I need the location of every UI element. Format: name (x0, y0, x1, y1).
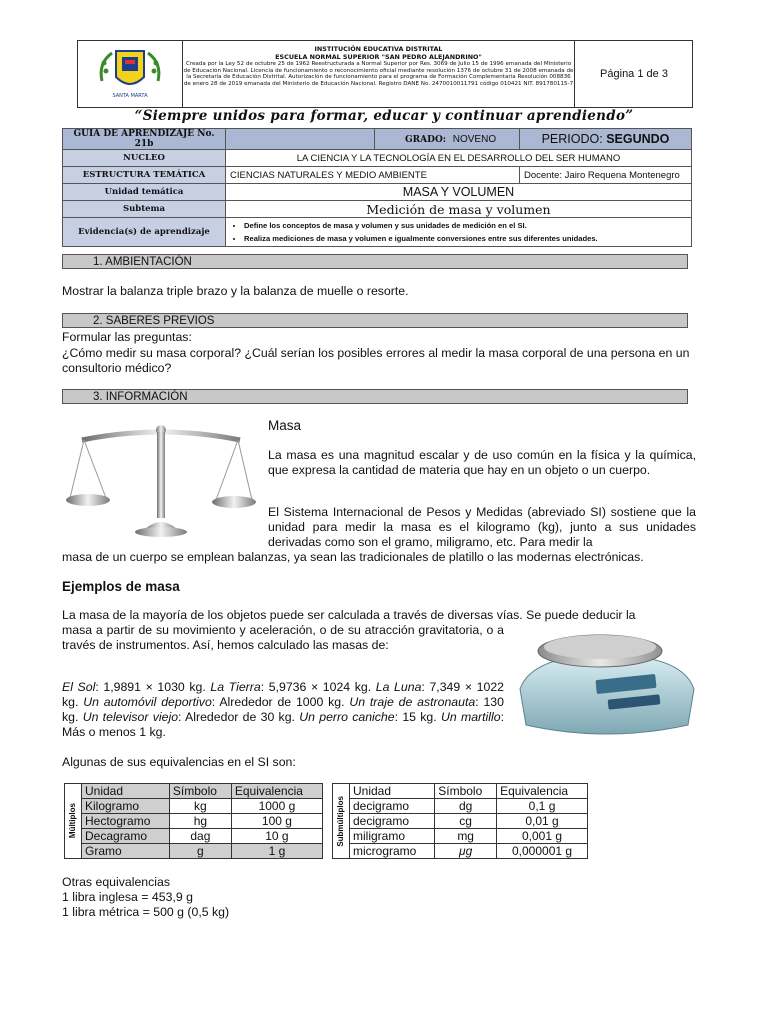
equivalencias-intro: Algunas de sus equivalencias en el SI son: (62, 755, 296, 769)
guide-number: GUIA DE APRENDIZAJE No. 21b (63, 129, 226, 150)
ambientacion-text: Mostrar la balanza triple brazo y la balanza de muelle o resorte. (62, 284, 409, 298)
table-row: miligramo mg 0,001 g (333, 829, 588, 844)
example-name: Un martillo (440, 710, 501, 724)
legal-text: Creada por la Ley 52 de octubre 25 de 1962 Reestructurada a Normal Superior por Res. 3069 de Julio 15 de 1996 emanada del Ministerio de Educación Nacional. Licencia de funcionamiento o reconocimiento oficial mediante resolución 1376 de octubre 31 de 2008 emanada de la Secretaría de Educación Distrital. Autorización de funcionamiento para el programa de Formación Complementaria Resolución 008836 de enero 28 de 2019 emanada del Ministerio de Educación Nacional. Registro DANE No. 2470010011791 código 010421 NIT. 891780115-7 (183, 61, 574, 87)
table-row: Decagramo dag 10 g (65, 829, 323, 844)
submultiplos-side-label: Submúltiplos (333, 784, 350, 859)
nucleo-label: NUCLEO (63, 150, 226, 167)
estructura-label: ESTRUCTURA TEMÁTICA (63, 167, 226, 184)
table-row: decigramo cg 0,01 g (333, 814, 588, 829)
section-informacion: 3. INFORMACIÓN (62, 389, 688, 404)
evidencia-item: • Realiza mediciones de masa y volumen e igualmente conversiones entre sus diferentes unidades. (244, 232, 687, 245)
unidad-label: Unidad temática (63, 184, 226, 201)
school-name: ESCUELA NORMAL SUPERIOR "SAN PEDRO ALEJANDRINO" (275, 52, 482, 61)
subtema-label: Subtema (63, 201, 226, 218)
masa-paragraph-2a: El Sistema Internacional de Pesos y Medidas (abreviado SI) sostiene que la unidad para medir la masa es el kilogramo (kg), junto a sus unidades derivadas como son el gramo, miligramo, etc. Para medir la (268, 505, 696, 549)
school-crest-icon (78, 41, 182, 107)
otras-line-2: 1 libra métrica = 500 g (0,5 kg) (62, 905, 230, 919)
svg-text:SANTA MARTA: SANTA MARTA (112, 93, 148, 99)
school-logo (78, 41, 183, 107)
table-row: decigramo dg 0,1 g (333, 799, 588, 814)
example-name: Un traje de astronauta (349, 695, 476, 709)
section-ambientacion: 1. AMBIENTACIÓN (62, 254, 688, 269)
example-name: Un automóvil deportivo (83, 695, 212, 709)
table-row: Kilogramo kg 1000 g (65, 799, 323, 814)
subtema-value: Medición de masa y volumen (226, 201, 692, 218)
period-cell: PERIODO: SEGUNDO (520, 129, 692, 150)
masa-paragraph-2b: masa de un cuerpo se emplean balanzas, ya sean las tradicionales de platillo o las modernas electrónicas. (62, 550, 644, 564)
school-motto: “Siempre unidos para formar, educar y continuar aprendiendo” (134, 108, 634, 124)
table-header: Símbolo (169, 784, 231, 799)
table-header-row (65, 784, 323, 799)
section-saberes: 2. SABERES PREVIOS (62, 313, 688, 328)
masa-title: Masa (268, 418, 302, 433)
example-name: Un perro caniche (299, 710, 395, 724)
table-row: microgramo μg 0,000001 g (333, 844, 588, 859)
table-header: Unidad (350, 784, 435, 799)
table-header: Equivalencia (231, 784, 322, 799)
saberes-line2: ¿Cómo medir su masa corporal? ¿Cuál serían los posibles errores al medir la masa corporal de una persona en un consultorio médico? (62, 346, 690, 375)
otras-title: Otras equivalencias (62, 875, 170, 889)
ejemplos-paragraph-1a: La masa de la mayoría de los objetos puede ser calculada a través de diversas vías. Se puede deducir la (62, 608, 636, 622)
balance-scale-icon (62, 418, 260, 542)
ejemplos-title: Ejemplos de masa (62, 579, 180, 594)
evidencia-label: Evidencia(s) de aprendizaje (63, 218, 226, 247)
saberes-line1: Formular las preguntas: (62, 330, 192, 344)
table-header: Unidad (82, 784, 170, 799)
digital-scale-image (512, 625, 702, 743)
institution-info (183, 41, 575, 107)
example-name: Un televisor viejo (82, 710, 179, 724)
table-row: Gramo g 1 g (65, 844, 323, 859)
teacher-value: Docente: Jairo Requena Montenegro (520, 167, 692, 184)
unidad-value: MASA Y VOLUMEN (226, 184, 692, 201)
table-header: Equivalencia (497, 784, 588, 799)
balance-scale-image (62, 418, 260, 542)
ejemplos-paragraph-1b: masa a partir de su movimiento y aceleración, o de su atracción gravitatoria, o a través de instrumentos. Así, hemos calculado las masas de: (62, 623, 504, 652)
table-header: Símbolo (435, 784, 497, 799)
area-value: CIENCIAS NATURALES Y MEDIO AMBIENTE (226, 167, 520, 184)
grade-cell: GRADO: NOVENO (375, 129, 520, 150)
example-name: La Tierra (210, 680, 261, 694)
evidencias-list (230, 219, 687, 245)
multiplos-side-label: Múltiplos (65, 784, 82, 859)
page-number: Página 1 de 3 (600, 68, 668, 80)
example-name: El Sol (62, 680, 96, 694)
otras-line-1: 1 libra inglesa = 453,9 g (62, 890, 193, 904)
guide-info-table (62, 128, 692, 247)
submultiplos-table (332, 783, 588, 859)
table-header-row (333, 784, 588, 799)
masa-paragraph-1: La masa es una magnitud escalar y de uso común en la física y la química, que expresa la cantidad de materia que hay en un objeto o un cuerpo. (268, 448, 696, 477)
document-header (77, 40, 693, 108)
multiplos-table (64, 783, 323, 859)
institution-name: INSTITUCIÓN EDUCATIVA DISTRITAL (314, 45, 443, 53)
mass-examples: El Sol: 1,9891 × 1030 kg. La Tierra: 5,9736 × 1024 kg. La Luna: 7,349 × 1022 kg. Un automóvil deportivo: Alrededor de 1000 kg. Un traje de astronauta: 130 kg. Un televisor viejo: Alrededor de 30 kg. Un perro caniche: 15 kg. Un martillo: Más o menos 1 kg. (62, 680, 504, 739)
nucleo-value: LA CIENCIA Y LA TECNOLOGÍA EN EL DESARROLLO DEL SER HUMANO (226, 150, 692, 167)
evidencias-cell (226, 218, 692, 247)
table-row: Hectogramo hg 100 g (65, 814, 323, 829)
digital-scale-icon (512, 625, 702, 743)
evidencia-item: • Define los conceptos de masa y volumen y sus unidades de medición en el SI. (244, 219, 687, 232)
example-name: La Luna (375, 680, 422, 694)
